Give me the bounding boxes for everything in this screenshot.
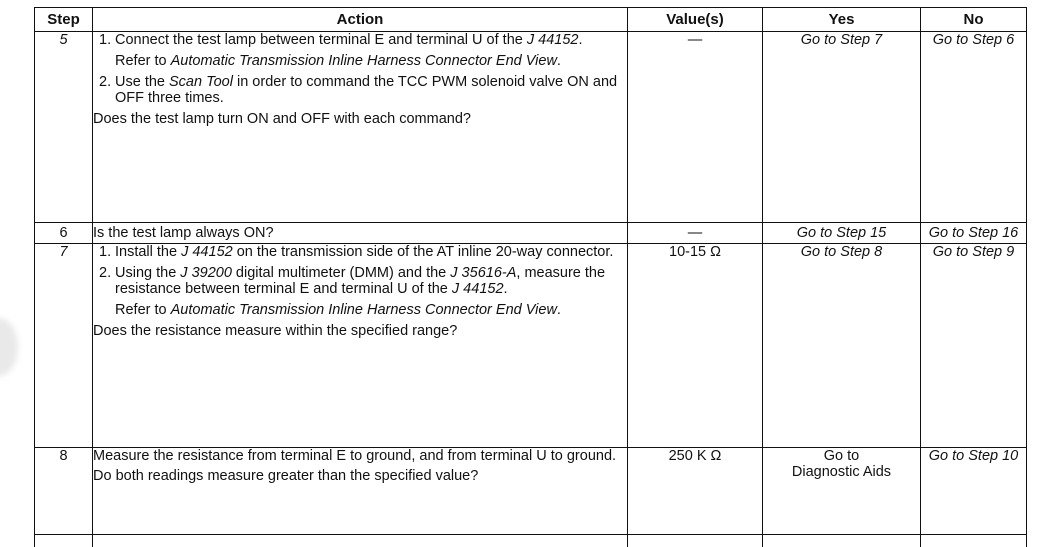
document-reference: Automatic Transmission Inline Harness Connector End View [171,302,557,318]
action-text: Use the [115,74,169,90]
tool-reference: J 44152 [452,281,504,297]
header-step: Step [35,8,93,32]
action-text: Connect the test lamp between terminal E and terminal U of the [115,32,527,48]
item-number: 1. [99,244,111,260]
action-text: Using the [115,265,180,281]
empty-cell [628,535,763,547]
no-action: Go to Step 10 [921,448,1026,470]
step-number: 7 [35,244,93,448]
action-text: , measure the resistance between terminal E and terminal U of the [115,265,605,297]
yes-action-line: Diagnostic Aids [763,464,920,480]
no-cell [921,244,1027,448]
yes-action [763,448,920,486]
step-number: 5 [35,32,93,223]
no-action: Go to Step 9 [921,244,1026,266]
action-item [93,74,627,106]
tool-reference: J 44152 [181,244,233,260]
value-cell: 250 K Ω [628,448,763,535]
yes-action: Go to Step 7 [763,32,920,54]
action-text: digital multimeter (DMM) and the [232,265,450,281]
empty-cell [921,535,1027,547]
tool-reference: J 39200 [180,265,232,281]
tool-reference: Scan Tool [169,74,233,90]
action-cell [93,448,628,535]
yes-cell [763,448,921,535]
header-row [35,8,1027,32]
question-text: Does the resistance measure within the specified range? [93,323,627,339]
step-number: 8 [35,448,93,535]
tool-reference: J 35616-A [450,265,516,281]
action-text: Refer to [115,302,171,318]
empty-cell [93,535,628,547]
page-edge-shadow [0,318,18,376]
value-cell: — [628,223,763,244]
no-cell [921,32,1027,223]
diagnostic-table [34,7,1027,547]
item-number: 2. [99,265,111,281]
action-text: . [557,53,561,69]
item-number: 1. [99,32,111,48]
value-cell: — [628,32,763,223]
header-yes: Yes [763,8,921,32]
table-row-step-8 [35,448,1027,535]
action-text: in order to command the TCC PWM solenoid valve ON and OFF three times. [115,74,617,106]
yes-action: Go to Step 15 [763,223,921,244]
action-text: . [578,32,582,48]
yes-cell [763,32,921,223]
action-cell [93,32,628,223]
no-action: Go to Step 6 [921,32,1026,54]
action-item [93,244,627,260]
question-text: Does the test lamp turn ON and OFF with each command? [93,111,627,127]
yes-action-line: Go to [763,448,920,464]
table-row-step-7 [35,244,1027,448]
header-values: Value(s) [628,8,763,32]
value-cell: 10-15 Ω [628,244,763,448]
action-text: . [504,281,508,297]
action-item [93,265,627,297]
item-number: 2. [99,74,111,90]
table-row-step-5 [35,32,1027,223]
action-cell [93,244,628,448]
action-item [93,32,627,48]
document-reference: Automatic Transmission Inline Harness Connector End View [171,53,557,69]
step-number: 6 [35,223,93,244]
header-no: No [921,8,1027,32]
action-text: on the transmission side of the AT inline 20-way connector. [233,244,614,260]
refer-note [93,53,627,69]
question-text: Do both readings measure greater than the specified value? [93,468,627,484]
action-text: . [557,302,561,318]
action-text: Install the [115,244,181,260]
action-text: Measure the resistance from terminal E to ground, and from terminal U to ground. [93,448,627,464]
question-text: Is the test lamp always ON? [93,223,628,244]
action-text: Refer to [115,53,171,69]
yes-action: Go to Step 8 [763,244,920,266]
empty-cell [763,535,921,547]
table-row-step-6 [35,223,1027,244]
no-cell [921,448,1027,535]
yes-cell [763,244,921,448]
refer-note [93,302,627,318]
table-row-partial [35,535,1027,547]
header-action: Action [93,8,628,32]
no-action: Go to Step 16 [921,223,1027,244]
tool-reference: J 44152 [527,32,579,48]
empty-cell [35,535,93,547]
